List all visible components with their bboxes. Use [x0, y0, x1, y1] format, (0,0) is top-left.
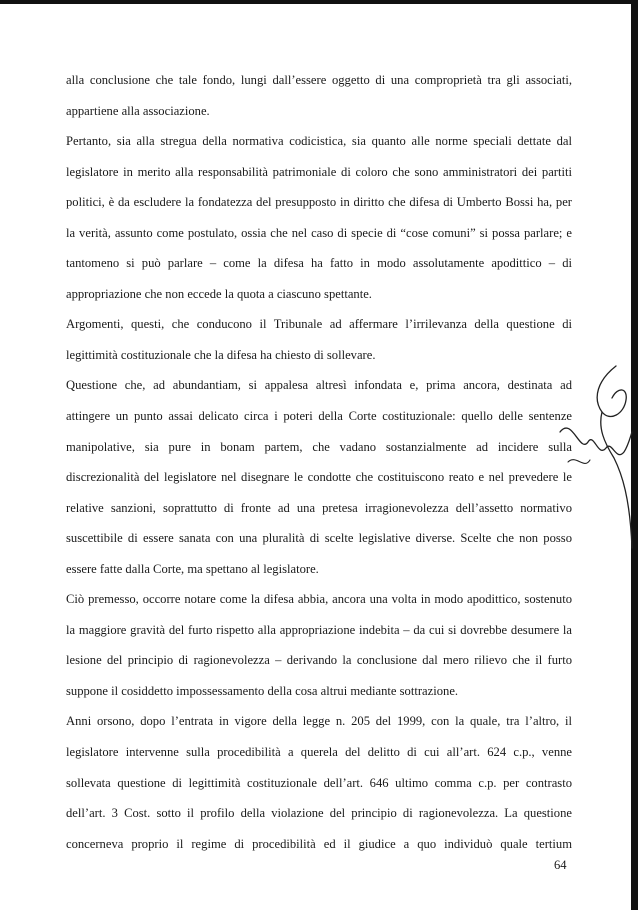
body-line: legislatore intervenne sulla procedibilità a querela del delitto di cui all’art. 624 c.p., venne [66, 745, 572, 760]
body-line: lesione del principio di ragionevolezza – derivando la conclusione dal mero rilievo che il furto [66, 653, 572, 668]
body-line: attingere un punto assai delicato circa i poteri della Corte costituzionale: quello delle sentenze [66, 409, 572, 424]
body-line: tantomeno si può parlare – come la difesa ha fatto in modo assolutamente apodittico – di [66, 256, 572, 271]
body-line: la verità, assunto come postulato, ossia che nel caso di specie di “cose comuni” si possa parlare; e [66, 225, 572, 240]
body-line: discrezionalità del legislatore nel disegnare le condotte che costituiscono reato e nel prevedere le [66, 470, 572, 485]
body-line: appropriazione che non eccede la quota a ciascuno spettante. [66, 286, 372, 301]
body-line: suscettibile di essere sanata con una pluralità di scelte legislative diverse. Scelte che non posso [66, 531, 572, 546]
body-line: alla conclusione che tale fondo, lungi dall’essere oggetto di una comproprietà tra gli associati, [66, 73, 572, 87]
body-line: sollevata questione di legittimità costituzionale dell’art. 646 ultimo comma c.p. per contrasto [66, 775, 572, 790]
body-line: legislatore in merito alla responsabilità patrimoniale di coloro che sono amministratori dei partiti [66, 164, 572, 179]
page-number: 64 [554, 858, 567, 872]
body-line: la maggiore gravità del furto rispetto alla appropriazione indebita – da cui si dovrebbe desumere la [66, 622, 572, 637]
body-line: relative sanzioni, soprattutto di fronte ad una pretesa irragionevolezza dell’assetto normativo [66, 500, 572, 515]
body-line: appartiene alla associazione. [66, 103, 210, 118]
body-line: suppone il cosiddetto impossessamento della cosa altrui mediante sottrazione. [66, 683, 459, 698]
body-line: dell’art. 3 Cost. sotto il profilo della violazione del principio di ragionevolezza. La questione [66, 806, 572, 821]
body-line: politici, è da escludere la fondatezza del presupposto in diritto che difesa di Umberto Bossi ha, per [66, 195, 572, 210]
body-line: Argomenti, questi, che conducono il Tribunale ad affermare l’irrilevanza della questione di [66, 317, 572, 332]
body-line: Anni orsono, dopo l’entrata in vigore della legge n. 205 del 1999, con la quale, tra l’altro, il [66, 714, 572, 729]
body-line: concerneva proprio il regime di procedibilità ed il giudice a quo individuò quale tertium [66, 836, 572, 851]
body-line: essere fatte dalla Corte, ma spettano al legislatore. [66, 561, 319, 576]
handwritten-signature [558, 358, 634, 554]
body-line: Pertanto, sia alla stregua della normativa codicistica, sia quanto alle norme speciali dettate dal [66, 134, 572, 149]
top-border-rule [0, 0, 638, 4]
body-line: Ciò premesso, occorre notare come la difesa abbia, ancora una volta in modo apodittico, sostenuto [66, 592, 572, 607]
body-line: legittimità costituzionale che la difesa ha chiesto di sollevare. [66, 347, 376, 362]
body-line: Questione che, ad abundantiam, si appalesa altresì infondata e, prima ancora, destinata ad [66, 378, 572, 393]
body-line: manipolative, sia pure in bonam partem, che vadano sostanzialmente ad incidere sulla [66, 439, 572, 454]
document-body [66, 65, 572, 859]
